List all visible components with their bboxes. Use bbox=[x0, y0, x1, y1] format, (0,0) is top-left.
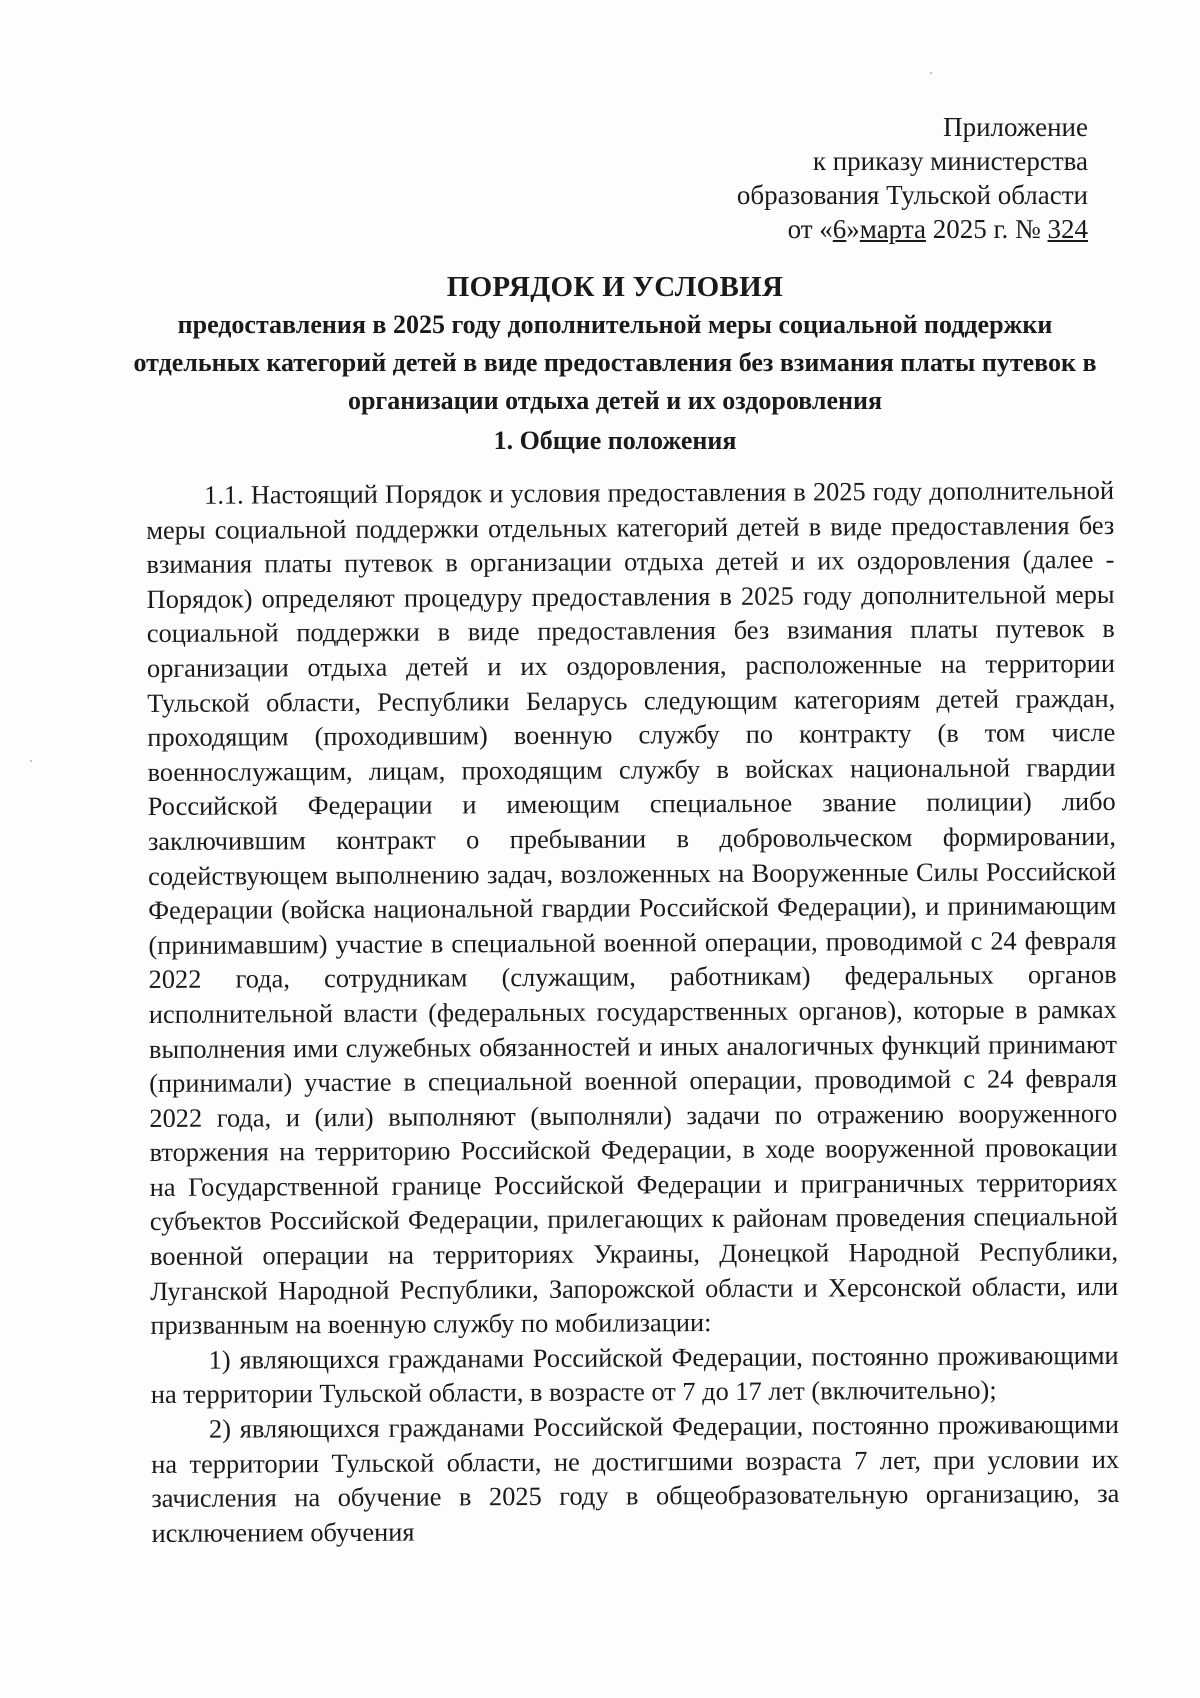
scan-speck bbox=[30, 760, 32, 762]
appendix-order-line: к приказу министерства bbox=[812, 146, 1088, 176]
document-title-block bbox=[120, 268, 1110, 420]
date-mid: » bbox=[846, 214, 860, 244]
appendix-header bbox=[737, 110, 1088, 246]
document-title: ПОРЯДОК И УСЛОВИЯ bbox=[446, 271, 784, 303]
list-item-2: 2) являющихся гражданами Российской Федерации, постоянно проживающими на территории Тульской области, не достигшими возраста 7 лет, при условии их зачисления на обучение в 2025 году в общеобразовательную организацию, за исключением обучения bbox=[151, 1408, 1120, 1548]
date-month: марта bbox=[859, 214, 926, 244]
date-prefix: от « bbox=[787, 214, 833, 244]
appendix-date-line bbox=[737, 212, 1088, 246]
date-day: 6 bbox=[832, 214, 847, 244]
list-item-1: 1) являющихся гражданами Российской Федерации, постоянно проживающими на территории Тульской области, в возрасте от 7 до 17 лет (включительно); bbox=[150, 1339, 1119, 1410]
appendix-ministry-line: образования Тульской области bbox=[736, 180, 1088, 210]
date-year: 2025 г. № bbox=[925, 214, 1048, 244]
document-body bbox=[146, 473, 1120, 1550]
scan-speck bbox=[930, 72, 932, 74]
document-subtitle: предоставления в 2025 году дополнительной меры социальной поддержки отдельных категорий детей в виде предоставления без взимания платы путевок в организации отдыха детей и их оздоровления bbox=[133, 310, 1097, 415]
section-heading: 1. Общие положения bbox=[493, 426, 737, 455]
appendix-label: Приложение bbox=[943, 112, 1088, 142]
paragraph-1-1: 1.1. Настоящий Порядок и условия предоставления в 2025 году дополнительной меры социальной поддержки отдельных категорий детей в виде предоставления без взимания платы путевок в организации отдыха детей и их оздоровления (далее - Порядок) определяют процедуру предоставления в 2025 году дополнительной меры социальной поддержки в виде предоставления без взимания платы путевок в организации отдыха детей и их оздоровления, расположенные на территории Тульской области, Республики Беларусь следующим категориям детей граждан, проходящим (проходившим) военную службу по контракту (в том числе военнослужащим, лицам, проходящим службу в войсках национальной гвардии Российской Федерации и имеющим специальное звание полиции) либо заключившим контракт о пребывании в добровольческом формировании, содействующем выполнению задач, возложенных на Вооруженные Силы Российской Федерации (войска национальной гвардии Российской Федерации), и принимающим (принимавшим) участие в специальной военной операции, проводимой с 24 февраля 2022 года, сотрудникам (служащим, работникам) федеральных органов исполнительной власти (федеральных государственных органов), которые в рамках выполнения ими служебных обязанностей и иных аналогичных функций принимают (принимали) участие в специальной военной операции, проводимой с 24 февраля 2022 года, и (или) выполняют (выполняли) задачи по отражению вооруженного вторжения на территорию Российской Федерации, в ходе вооруженной провокации на Государственной границе Российской Федерации и приграничных территориях субъектов Российской Федерации, прилегающих к районам проведения специальной военной операции на территориях Украины, Донецкой Народной Республики, Луганской Народной Республики, Запорожской области и Херсонской области, или призванным на военную службу по мобилизации: bbox=[146, 474, 1119, 1341]
order-number: 324 bbox=[1047, 214, 1088, 244]
